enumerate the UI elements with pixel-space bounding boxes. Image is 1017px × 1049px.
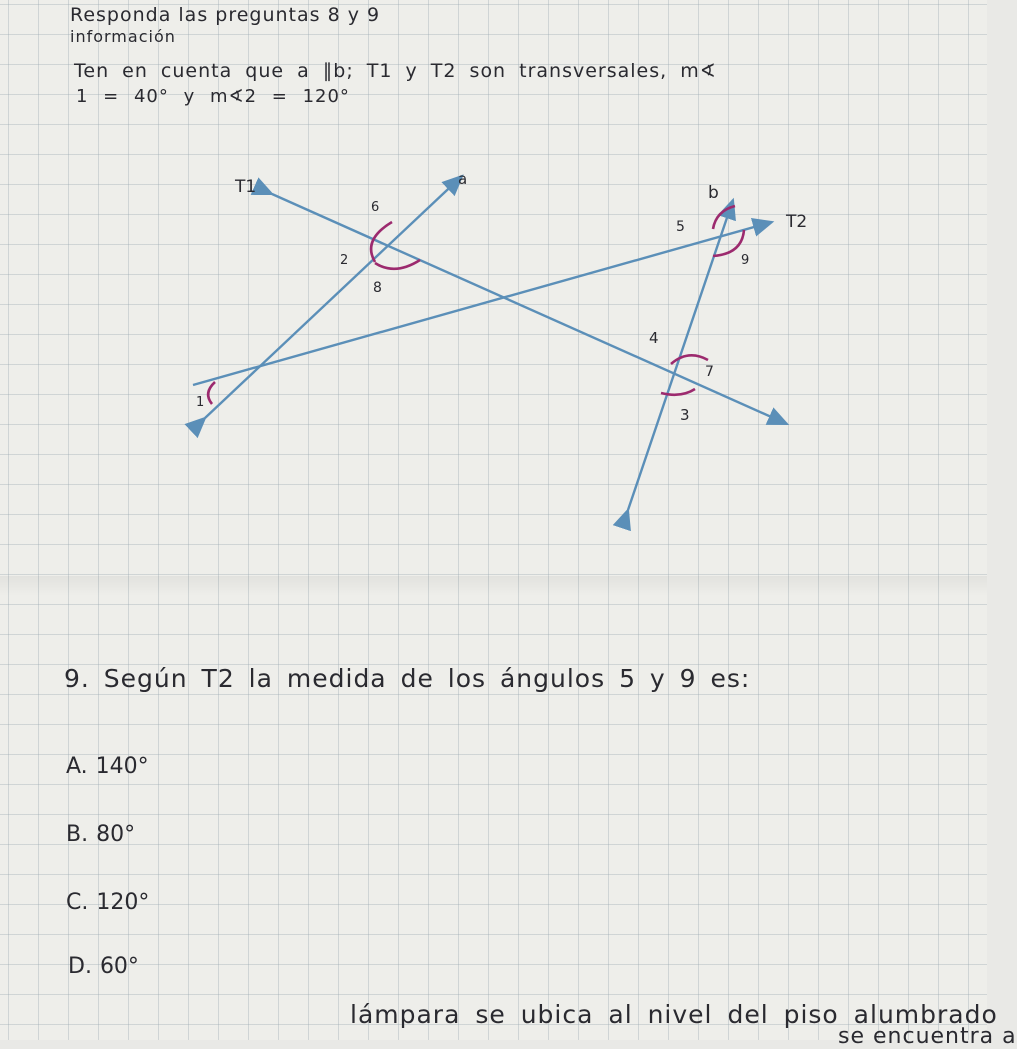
label-t1: T1 (235, 177, 257, 197)
option-b[interactable] (66, 822, 135, 847)
line-t1 (272, 194, 787, 424)
option-c-value: 120° (96, 890, 150, 915)
given-line-2: 1 = 40° y m∢2 = 120° (76, 86, 350, 107)
next-question-text-2: se encuentra a (838, 1024, 1017, 1049)
label-2: 2 (340, 253, 349, 268)
label-7: 7 (705, 364, 714, 380)
option-a-letter: A. (66, 754, 88, 779)
label-b: b (708, 183, 719, 203)
option-c[interactable] (66, 890, 149, 915)
header-line-1: Responda las preguntas 8 y 9 (70, 4, 381, 26)
label-5: 5 (676, 219, 685, 235)
label-3: 3 (680, 406, 690, 424)
option-d[interactable] (68, 954, 139, 979)
question-9-text: 9. Según T2 la medida de los ángulos 5 y 9 es: (64, 664, 751, 693)
angle-arc-8 (375, 260, 420, 269)
next-question-text: lámpara se ubica al nivel del piso alumbrado (350, 1000, 998, 1029)
label-4: 4 (649, 329, 659, 347)
option-d-value: 60° (99, 954, 139, 979)
header-line-2: información (70, 27, 176, 46)
line-b (628, 200, 733, 510)
option-c-letter: C. (66, 890, 89, 915)
label-8: 8 (373, 280, 382, 296)
option-b-letter: B. (66, 822, 89, 847)
line-t2 (193, 222, 772, 385)
angle-arc-3 (661, 389, 695, 395)
line-a (205, 176, 462, 418)
option-a-value: 140° (95, 754, 149, 779)
angle-arc-4 (671, 355, 708, 364)
label-t2: T2 (786, 212, 808, 232)
label-a: a (458, 170, 468, 188)
label-1: 1 (196, 395, 205, 410)
label-9: 9 (741, 253, 750, 268)
angle-arc-1 (208, 382, 215, 404)
option-b-value: 80° (96, 822, 136, 847)
option-a[interactable] (66, 754, 149, 779)
label-6: 6 (371, 200, 380, 215)
option-d-letter: D. (68, 954, 92, 979)
given-line-1: Ten en cuenta que a ∥b; T1 y T2 son transversales, m∢ (74, 60, 717, 82)
